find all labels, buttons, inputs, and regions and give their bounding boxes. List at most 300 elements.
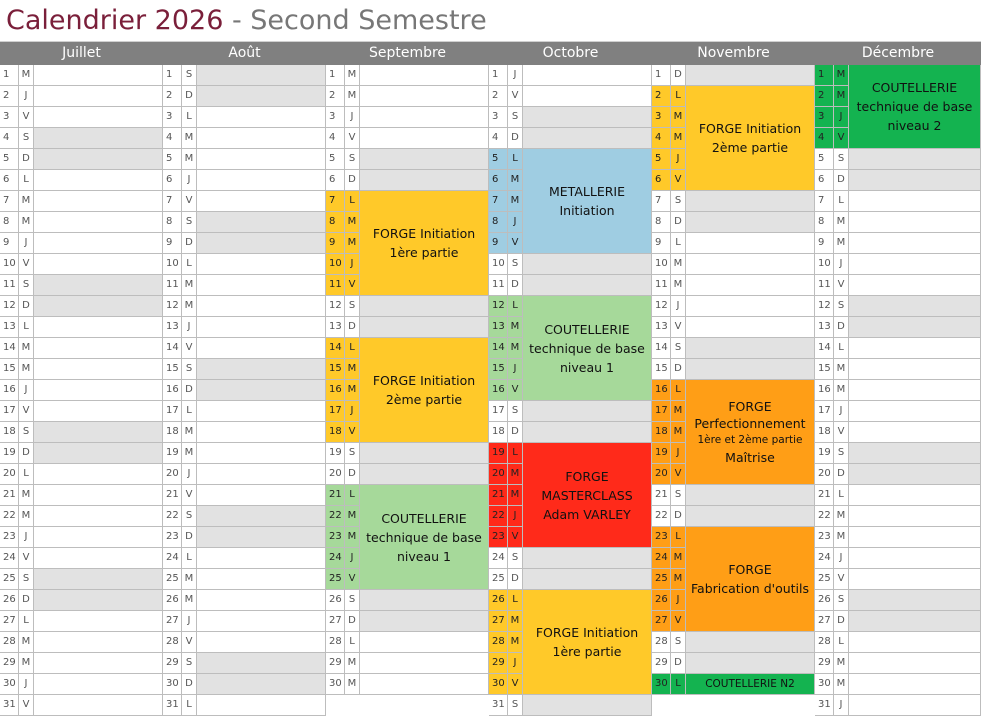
- day-slot: [686, 359, 815, 380]
- day-number: 4: [326, 128, 345, 149]
- weekday-letter: D: [345, 464, 360, 485]
- event-text: FORGE: [728, 562, 772, 577]
- day-number: 28: [163, 632, 182, 653]
- weekday-letter: D: [182, 674, 197, 695]
- day-slot: [34, 401, 163, 422]
- weekday-letter: J: [345, 548, 360, 569]
- weekday-letter: V: [345, 275, 360, 296]
- event-text: technique de base: [366, 529, 482, 545]
- day-number: 30: [0, 674, 19, 695]
- weekday-letter: M: [182, 422, 197, 443]
- weekday-letter: V: [671, 317, 686, 338]
- weekday-letter: D: [19, 296, 34, 317]
- day-slot: [360, 170, 489, 191]
- weekday-letter: S: [345, 149, 360, 170]
- day-number: 30: [815, 674, 834, 695]
- day-slot: [849, 233, 981, 254]
- month-header: [0, 42, 981, 65]
- weekday-letter: M: [834, 212, 849, 233]
- day-slot: [849, 275, 981, 296]
- day-number: 3: [652, 107, 671, 128]
- weekday-letter: J: [345, 254, 360, 275]
- day-number: 8: [652, 212, 671, 233]
- day-number: 17: [326, 401, 345, 422]
- weekday-letter: M: [508, 485, 523, 506]
- day-number: 26: [163, 590, 182, 611]
- day-number: 27: [652, 611, 671, 632]
- event-block: [360, 191, 489, 296]
- weekday-letter: J: [182, 464, 197, 485]
- day-number: 29: [0, 653, 19, 674]
- day-number: 31: [163, 695, 182, 716]
- event-text: 2ème partie: [711, 140, 789, 155]
- weekday-letter: V: [508, 674, 523, 695]
- day-number: 12: [0, 296, 19, 317]
- day-number: 14: [815, 338, 834, 359]
- weekday-letter: V: [182, 191, 197, 212]
- day-number: 22: [163, 506, 182, 527]
- day-number: 2: [652, 86, 671, 107]
- day-number: 27: [163, 611, 182, 632]
- day-number: 10: [163, 254, 182, 275]
- day-number: 26: [652, 590, 671, 611]
- day-slot: [197, 569, 326, 590]
- day-slot: [197, 338, 326, 359]
- day-number: 15: [652, 359, 671, 380]
- day-number: 8: [326, 212, 345, 233]
- weekday-letter: J: [671, 149, 686, 170]
- weekday-letter: D: [182, 527, 197, 548]
- weekday-letter: D: [345, 611, 360, 632]
- event-block: [849, 65, 981, 149]
- day-number: 29: [489, 653, 508, 674]
- page-title: [6, 2, 487, 40]
- day-number: 24: [489, 548, 508, 569]
- day-number: 2: [163, 86, 182, 107]
- weekday-letter: S: [182, 653, 197, 674]
- day-number: 1: [326, 65, 345, 86]
- weekday-letter: J: [19, 674, 34, 695]
- day-number: 30: [326, 674, 345, 695]
- weekday-letter: L: [508, 590, 523, 611]
- day-slot: [849, 317, 981, 338]
- day-slot: [523, 65, 652, 86]
- day-slot: [34, 233, 163, 254]
- event-text: Adam VARLEY: [543, 506, 631, 522]
- weekday-letter: M: [671, 107, 686, 128]
- weekday-letter: M: [671, 275, 686, 296]
- weekday-letter: S: [671, 191, 686, 212]
- day-slot: [360, 674, 489, 695]
- weekday-letter: D: [182, 233, 197, 254]
- day-number: 16: [815, 380, 834, 401]
- day-slot: [197, 317, 326, 338]
- weekday-letter: D: [508, 569, 523, 590]
- weekday-letter: L: [834, 338, 849, 359]
- day-slot: [34, 695, 163, 716]
- day-slot: [849, 212, 981, 233]
- day-number: 12: [815, 296, 834, 317]
- event-text: technique de base: [856, 99, 973, 114]
- weekday-letter: V: [834, 422, 849, 443]
- day-number: 3: [163, 107, 182, 128]
- day-slot: [686, 632, 815, 653]
- day-number: 2: [0, 86, 19, 107]
- weekday-letter: M: [345, 212, 360, 233]
- day-number: 24: [163, 548, 182, 569]
- day-slot: [523, 695, 652, 716]
- day-slot: [197, 65, 326, 86]
- day-number: 11: [489, 275, 508, 296]
- weekday-letter: L: [345, 338, 360, 359]
- day-slot: [849, 653, 981, 674]
- day-number: 1: [652, 65, 671, 86]
- day-number: 26: [326, 590, 345, 611]
- day-number: 7: [652, 191, 671, 212]
- day-slot: [34, 653, 163, 674]
- weekday-letter: S: [508, 254, 523, 275]
- day-number: 13: [489, 317, 508, 338]
- day-slot: [34, 485, 163, 506]
- day-number: 6: [815, 170, 834, 191]
- day-slot: [360, 128, 489, 149]
- day-number: 15: [326, 359, 345, 380]
- day-slot: [197, 86, 326, 107]
- weekday-letter: D: [834, 317, 849, 338]
- day-number: 26: [0, 590, 19, 611]
- day-slot: [360, 632, 489, 653]
- day-slot: [34, 65, 163, 86]
- day-number: 8: [163, 212, 182, 233]
- weekday-letter: M: [508, 170, 523, 191]
- event-block: [686, 380, 815, 485]
- weekday-letter: S: [508, 107, 523, 128]
- weekday-letter: D: [508, 422, 523, 443]
- day-number: 10: [0, 254, 19, 275]
- weekday-letter: J: [19, 233, 34, 254]
- day-number: 19: [326, 443, 345, 464]
- weekday-letter: D: [508, 275, 523, 296]
- day-slot: [34, 611, 163, 632]
- event-text: FORGE: [565, 468, 609, 484]
- weekday-letter: L: [508, 296, 523, 317]
- day-slot: [523, 401, 652, 422]
- day-slot: [360, 590, 489, 611]
- day-slot: [197, 527, 326, 548]
- day-slot: [849, 485, 981, 506]
- weekday-letter: J: [345, 401, 360, 422]
- day-slot: [34, 338, 163, 359]
- day-number: 19: [163, 443, 182, 464]
- day-number: 12: [163, 296, 182, 317]
- weekday-letter: V: [834, 128, 849, 149]
- day-number: 31: [0, 695, 19, 716]
- weekday-letter: M: [508, 338, 523, 359]
- day-slot: [197, 422, 326, 443]
- weekday-letter: S: [671, 485, 686, 506]
- event-text: COUTELLERIE: [871, 80, 958, 95]
- event-text: Maîtrise: [725, 450, 775, 465]
- day-number: 19: [0, 443, 19, 464]
- weekday-letter: S: [19, 422, 34, 443]
- day-slot: [197, 107, 326, 128]
- weekday-letter: J: [834, 548, 849, 569]
- day-slot: [849, 527, 981, 548]
- day-number: 14: [652, 338, 671, 359]
- day-number: 17: [0, 401, 19, 422]
- weekday-letter: J: [508, 212, 523, 233]
- weekday-letter: S: [834, 443, 849, 464]
- event-text: niveau 1: [560, 359, 614, 375]
- day-slot: [849, 632, 981, 653]
- day-number: 27: [489, 611, 508, 632]
- event-text: 1ère partie: [389, 245, 459, 260]
- weekday-letter: D: [345, 170, 360, 191]
- weekday-letter: L: [182, 548, 197, 569]
- day-number: 6: [652, 170, 671, 191]
- month-name: Octobre: [542, 45, 599, 61]
- weekday-letter: L: [182, 695, 197, 716]
- day-number: 22: [0, 506, 19, 527]
- day-number: 28: [652, 632, 671, 653]
- day-slot: [686, 506, 815, 527]
- day-slot: [849, 359, 981, 380]
- day-slot: [197, 149, 326, 170]
- day-slot: [34, 674, 163, 695]
- day-slot: [523, 422, 652, 443]
- day-number: 7: [489, 191, 508, 212]
- weekday-letter: L: [345, 191, 360, 212]
- day-slot: [197, 128, 326, 149]
- day-number: 30: [652, 674, 671, 695]
- day-number: 11: [326, 275, 345, 296]
- weekday-letter: J: [671, 443, 686, 464]
- day-slot: [849, 170, 981, 191]
- weekday-letter: J: [834, 695, 849, 716]
- weekday-letter: M: [182, 443, 197, 464]
- day-number: 4: [652, 128, 671, 149]
- day-number: 1: [815, 65, 834, 86]
- day-number: 25: [489, 569, 508, 590]
- event-text: Fabrication d'outils: [691, 581, 809, 596]
- event-text: METALLERIE: [549, 184, 625, 199]
- day-slot: [849, 191, 981, 212]
- day-number: 24: [326, 548, 345, 569]
- weekday-letter: M: [182, 569, 197, 590]
- day-number: 25: [0, 569, 19, 590]
- weekday-letter: M: [345, 359, 360, 380]
- weekday-letter: M: [834, 380, 849, 401]
- day-slot: [686, 191, 815, 212]
- day-slot: [197, 590, 326, 611]
- weekday-letter: M: [508, 464, 523, 485]
- weekday-letter: M: [19, 485, 34, 506]
- event-block: [686, 674, 815, 695]
- day-number: 18: [489, 422, 508, 443]
- event-text: 2ème partie: [385, 392, 463, 407]
- day-number: 14: [489, 338, 508, 359]
- weekday-letter: D: [671, 653, 686, 674]
- day-slot: [197, 506, 326, 527]
- event-text: FORGE Initiation: [372, 373, 476, 388]
- day-number: 5: [163, 149, 182, 170]
- weekday-letter: J: [508, 359, 523, 380]
- weekday-letter: D: [671, 212, 686, 233]
- weekday-letter: J: [508, 506, 523, 527]
- month-name: Décembre: [861, 45, 935, 61]
- day-slot: [197, 632, 326, 653]
- weekday-letter: V: [19, 548, 34, 569]
- day-number: 25: [326, 569, 345, 590]
- day-slot: [849, 443, 981, 464]
- day-number: 22: [652, 506, 671, 527]
- day-number: 15: [0, 359, 19, 380]
- day-slot: [686, 233, 815, 254]
- weekday-letter: L: [671, 380, 686, 401]
- weekday-letter: M: [19, 191, 34, 212]
- weekday-letter: L: [182, 401, 197, 422]
- weekday-letter: S: [182, 65, 197, 86]
- day-number: 27: [0, 611, 19, 632]
- day-slot: [34, 464, 163, 485]
- weekday-letter: M: [834, 233, 849, 254]
- event-block: [523, 149, 652, 254]
- weekday-letter: S: [834, 149, 849, 170]
- day-number: 6: [326, 170, 345, 191]
- day-number: 13: [652, 317, 671, 338]
- weekday-letter: S: [834, 590, 849, 611]
- weekday-letter: M: [19, 212, 34, 233]
- weekday-letter: M: [834, 86, 849, 107]
- day-slot: [34, 527, 163, 548]
- day-number: 18: [163, 422, 182, 443]
- event-text: FORGE Initiation: [698, 121, 802, 136]
- day-slot: [360, 149, 489, 170]
- month-name: Novembre: [697, 45, 770, 61]
- weekday-letter: L: [19, 170, 34, 191]
- day-number: 16: [0, 380, 19, 401]
- day-slot: [523, 548, 652, 569]
- weekday-letter: M: [345, 65, 360, 86]
- day-number: 2: [489, 86, 508, 107]
- day-slot: [34, 191, 163, 212]
- weekday-letter: V: [182, 485, 197, 506]
- day-number: 1: [163, 65, 182, 86]
- day-number: 15: [815, 359, 834, 380]
- weekday-letter: L: [671, 674, 686, 695]
- day-number: 16: [163, 380, 182, 401]
- day-number: 14: [326, 338, 345, 359]
- day-slot: [197, 674, 326, 695]
- weekday-letter: M: [182, 296, 197, 317]
- day-slot: [197, 254, 326, 275]
- weekday-letter: M: [19, 65, 34, 86]
- day-number: 23: [815, 527, 834, 548]
- day-slot: [34, 422, 163, 443]
- event-block: [360, 485, 489, 590]
- event-text: niveau 1: [397, 548, 451, 564]
- day-number: 9: [163, 233, 182, 254]
- day-number: 22: [326, 506, 345, 527]
- weekday-letter: M: [19, 506, 34, 527]
- day-slot: [523, 107, 652, 128]
- weekday-letter: M: [671, 569, 686, 590]
- day-number: 11: [163, 275, 182, 296]
- day-number: 17: [815, 401, 834, 422]
- weekday-letter: V: [345, 422, 360, 443]
- day-number: 4: [0, 128, 19, 149]
- day-number: 4: [163, 128, 182, 149]
- weekday-letter: D: [834, 464, 849, 485]
- day-number: 6: [163, 170, 182, 191]
- day-slot: [34, 380, 163, 401]
- day-slot: [849, 674, 981, 695]
- day-slot: [686, 212, 815, 233]
- day-slot: [523, 86, 652, 107]
- weekday-letter: M: [345, 506, 360, 527]
- weekday-letter: L: [671, 86, 686, 107]
- event-block: [360, 338, 489, 443]
- day-number: 29: [326, 653, 345, 674]
- day-number: 5: [326, 149, 345, 170]
- weekday-letter: D: [834, 170, 849, 191]
- day-number: 19: [815, 443, 834, 464]
- day-number: 20: [163, 464, 182, 485]
- weekday-letter: M: [834, 674, 849, 695]
- weekday-letter: M: [671, 422, 686, 443]
- month-name: Août: [228, 45, 261, 61]
- weekday-letter: S: [834, 296, 849, 317]
- day-number: 30: [489, 674, 508, 695]
- weekday-letter: M: [345, 233, 360, 254]
- day-number: 31: [489, 695, 508, 716]
- day-slot: [197, 191, 326, 212]
- weekday-letter: L: [19, 317, 34, 338]
- day-number: 3: [326, 107, 345, 128]
- day-number: 14: [163, 338, 182, 359]
- weekday-letter: L: [345, 632, 360, 653]
- day-slot: [197, 401, 326, 422]
- weekday-letter: S: [19, 275, 34, 296]
- weekday-letter: D: [182, 86, 197, 107]
- weekday-letter: D: [671, 506, 686, 527]
- event-text: 1ère et 2ème partie: [697, 434, 803, 446]
- day-number: 3: [0, 107, 19, 128]
- month-name: Septembre: [368, 45, 447, 61]
- day-slot: [34, 359, 163, 380]
- weekday-letter: L: [834, 191, 849, 212]
- day-number: 23: [0, 527, 19, 548]
- day-slot: [360, 107, 489, 128]
- day-number: 21: [326, 485, 345, 506]
- day-number: 3: [815, 107, 834, 128]
- weekday-letter: J: [508, 653, 523, 674]
- day-number: 7: [815, 191, 834, 212]
- day-slot: [197, 443, 326, 464]
- day-number: 29: [163, 653, 182, 674]
- day-number: 10: [489, 254, 508, 275]
- weekday-letter: L: [671, 527, 686, 548]
- title-sub: Second Semestre: [250, 5, 487, 36]
- day-slot: [197, 359, 326, 380]
- day-number: 7: [326, 191, 345, 212]
- weekday-letter: L: [182, 254, 197, 275]
- day-number: 31: [815, 695, 834, 716]
- day-slot: [197, 485, 326, 506]
- day-number: 16: [652, 380, 671, 401]
- day-number: 21: [652, 485, 671, 506]
- event-block: [523, 590, 652, 695]
